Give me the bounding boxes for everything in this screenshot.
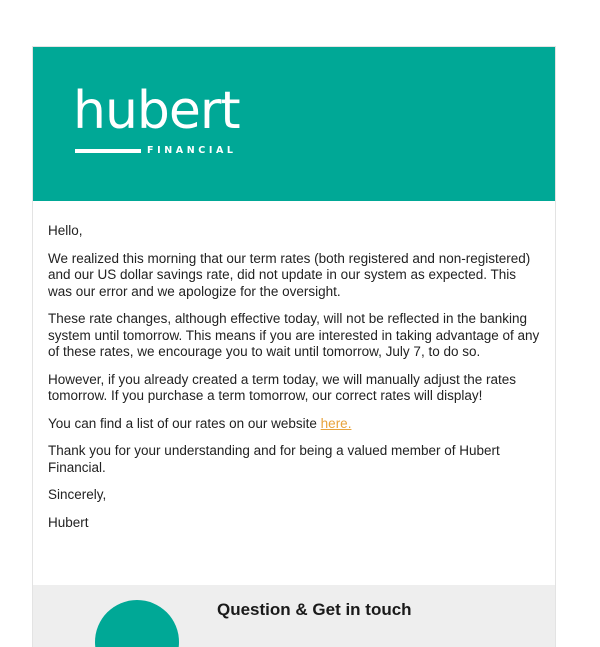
footer-band (33, 585, 555, 647)
rates-list-text: You can find a list of our rates on our website (48, 415, 321, 431)
logo-wordmark: hubert (73, 81, 240, 141)
footer-contact-icon (95, 600, 179, 647)
hubert-financial-logo[interactable] (73, 81, 253, 161)
paragraph-rates-list (48, 416, 543, 433)
paragraph-thank-you: Thank you for your understanding and for being a valued member of Hubert Financial. (48, 443, 500, 475)
header-banner (33, 47, 555, 201)
footer-heading: Question & Get in touch (217, 600, 412, 619)
logo-underline-bar (75, 149, 141, 153)
closing: Sincerely, (48, 487, 107, 502)
email-card (32, 46, 556, 647)
greeting: Hello, (48, 223, 83, 238)
paragraph-rate-changes: These rate changes, although effective today, will not be reflected in the banking system until tomorrow. This means if you are interested in taking advantage of any of these rates, we encourage you to wait until tomorrow, July 7, to do so. (48, 311, 540, 359)
paragraph-manual-adjust: However, if you already created a term today, we will manually adjust the rates tomorrow. If you purchase a term tomorrow, our correct rates will display! (48, 371, 516, 403)
rates-here-link[interactable]: here. (320, 415, 352, 431)
logo-subtitle: FINANCIAL (147, 145, 237, 156)
email-body (48, 223, 543, 542)
signature: Hubert (48, 514, 89, 530)
paragraph-term-rates: We realized this morning that our term rates (both registered and non-registered) and our US dollar savings rate, did not update in our system as expected. This was our error and we apologize for the oversight. (48, 250, 531, 299)
